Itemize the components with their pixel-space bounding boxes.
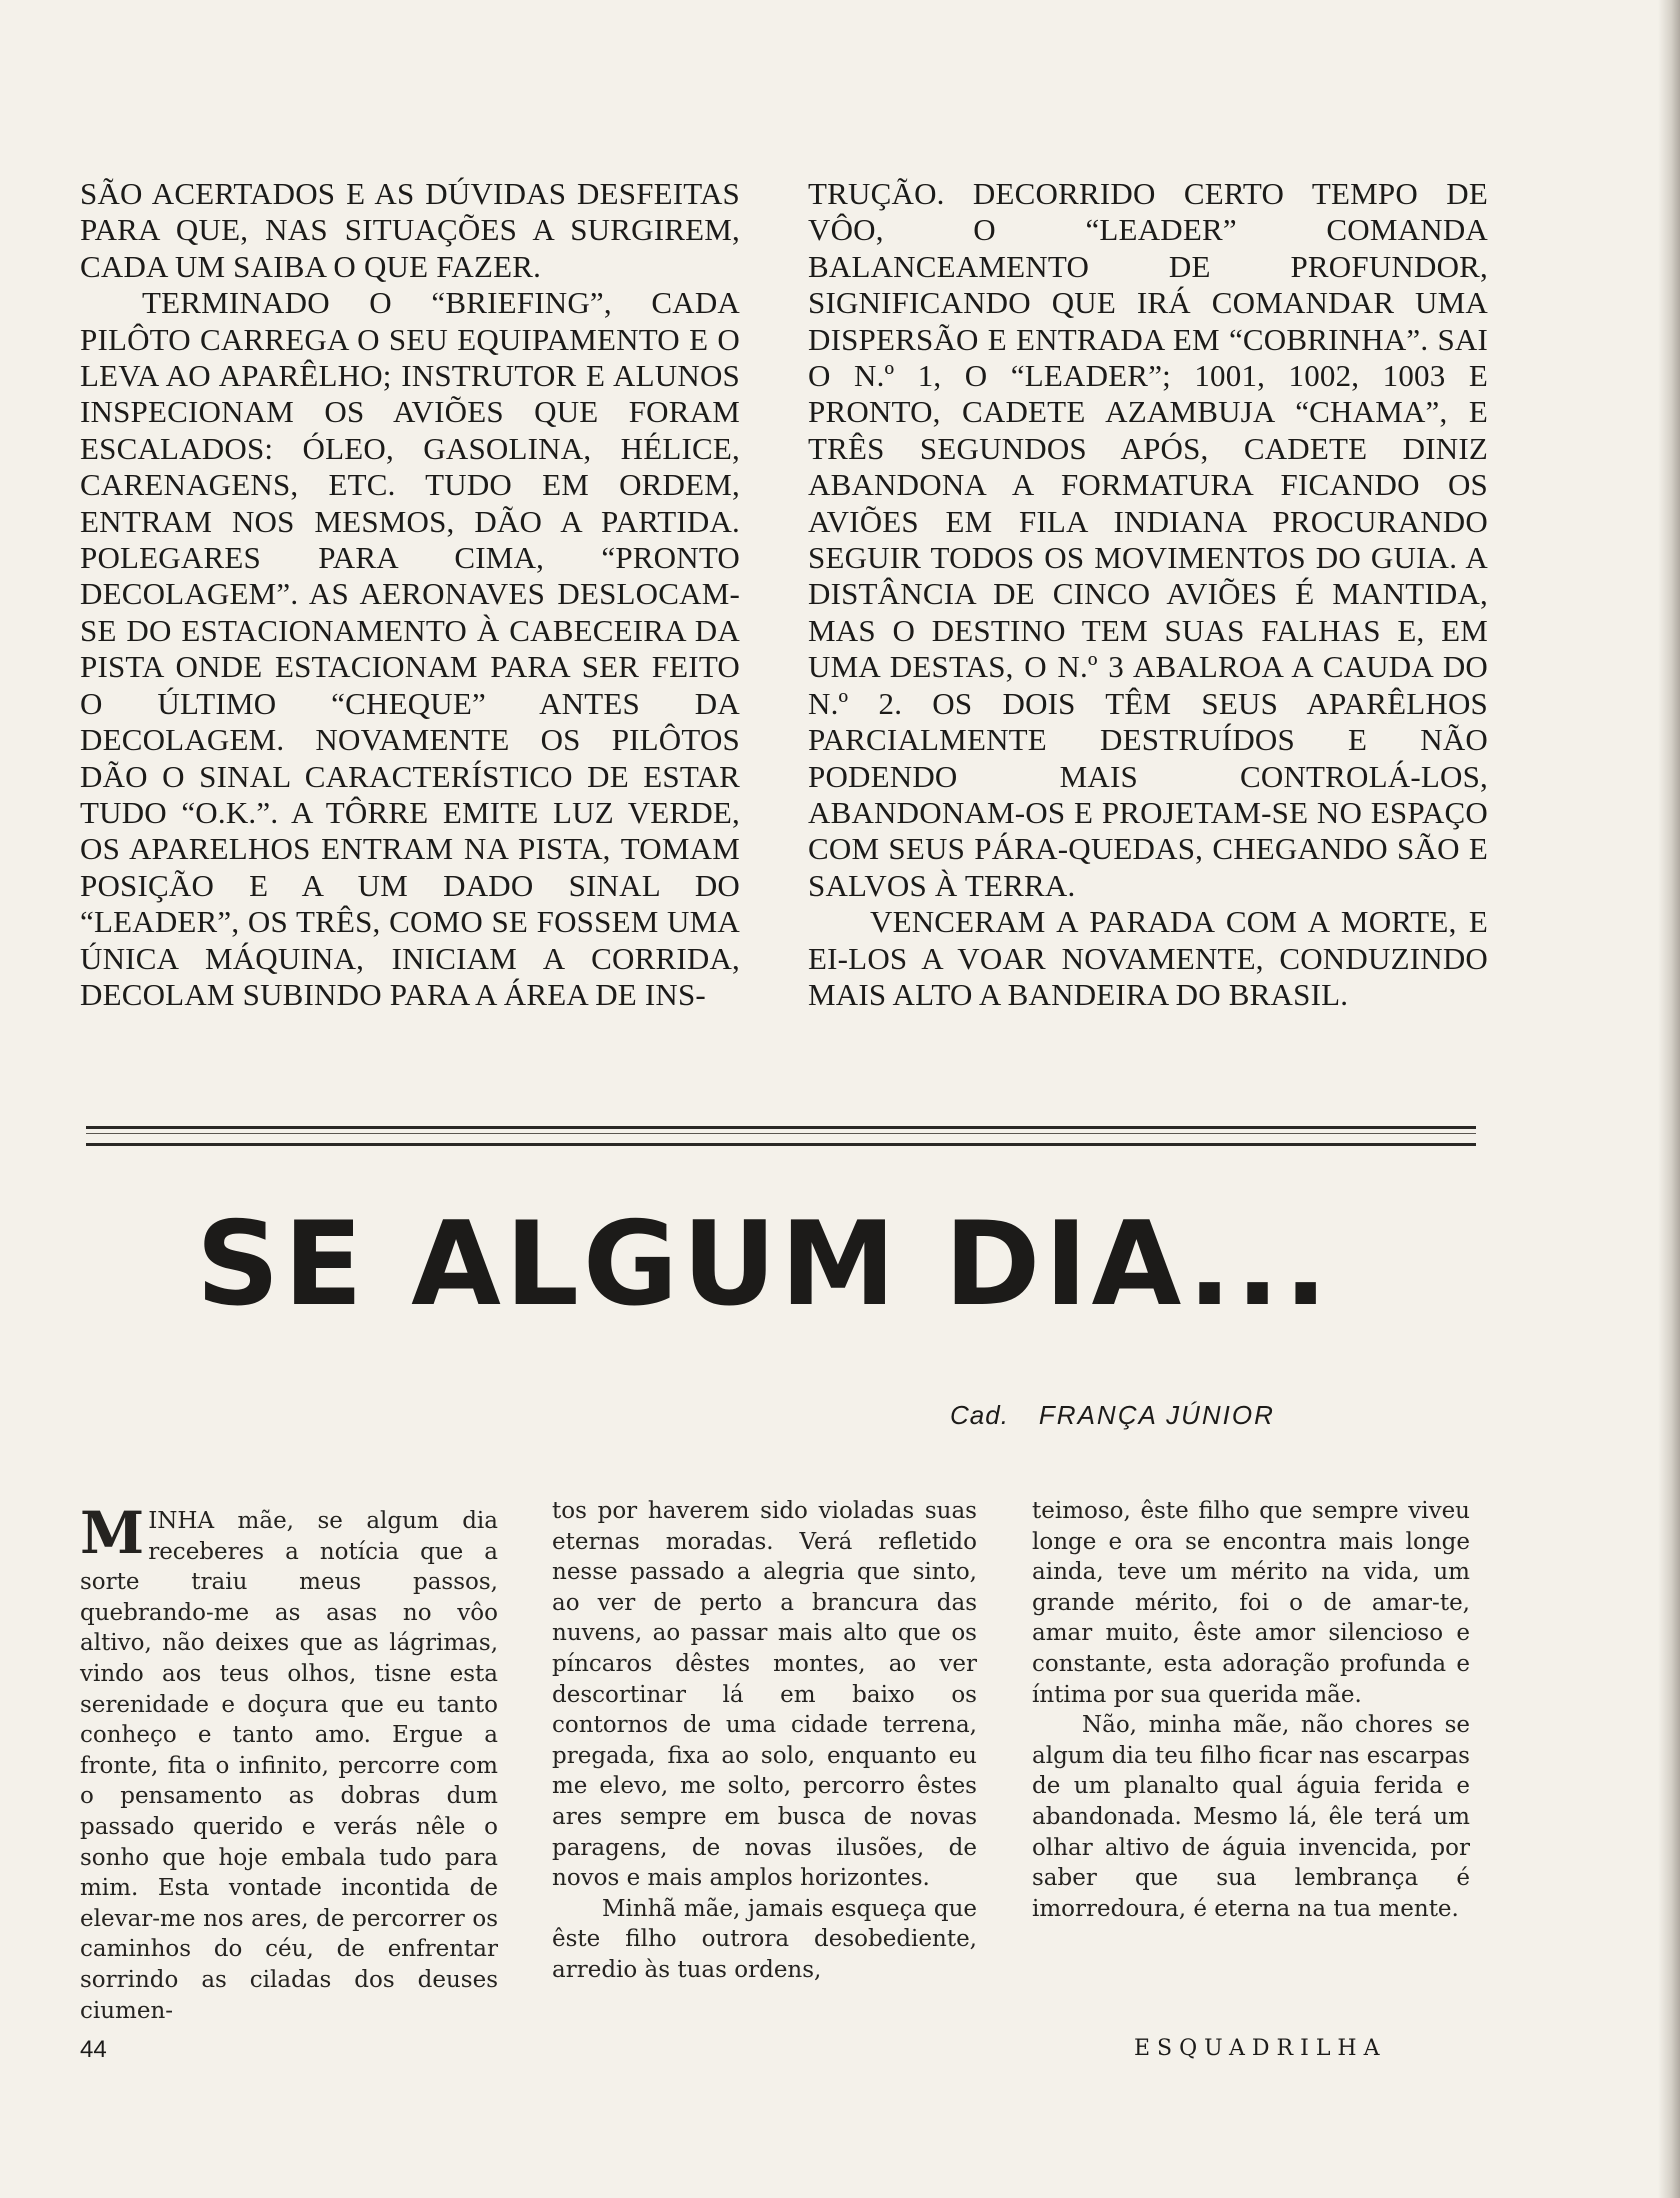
top-right-paragraph-2: VENCERAM A PARADA COM A MORTE, E EI-LOS A VOAR NOVAMENTE, CONDUZINDO MAIS ALTO A BANDEIRA DO BRASIL. [808, 904, 1488, 1012]
top-article-left-column [80, 176, 740, 1013]
section-divider-rule [86, 1126, 1476, 1146]
byline-author: FRANÇA JÚNIOR [1038, 1400, 1275, 1430]
article-headline: SE ALGUM DIA... [196, 1197, 1332, 1332]
drop-cap: M [80, 1499, 145, 1567]
article-byline [950, 1400, 1275, 1431]
article-column-3 [1032, 1496, 1470, 1924]
article-col3-paragraph-1: teimoso, êste filho que sempre viveu longe e ora se encontra mais longe ainda, teve um mérito na vida, um grande mérito, foi o de amar-te, amar muito, êste amor silencioso e constante, esta adoração profunda e íntima por sua querida mãe. [1032, 1498, 1470, 1708]
top-left-paragraph-2: TERMINADO O “BRIEFING”, CADA PILÔTO CARREGA O SEU EQUIPAMENTO E O LEVA AO APARÊLHO; INSTRUTOR E ALUNOS INSPECIONAM OS AVIÕES QUE FORAM ESCALADOS: ÓLEO, GASOLINA, HÉLICE, CARENAGENS, ETC. TUDO EM ORDEM, ENTRAM NOS MESMOS, DÃO A PARTIDA. POLEGARES PARA CIMA, “PRONTO DECOLAGEM”. AS AERONAVES DESLOCAM-SE DO ESTACIONAMENTO À CABECEIRA DA PISTA ONDE ESTACIONAM PARA SER FEITO O ÚLTIMO “CHEQUE” ANTES DA DECOLAGEM. NOVAMENTE OS PILÔTOS DÃO O SINAL CARACTERÍSTICO DE ESTAR TUDO “O.K.”. A TÔRRE EMITE LUZ VERDE, OS APARELHOS ENTRAM NA PISTA, TOMAM POSIÇÃO E A UM DADO SINAL DO “LEADER”, OS TRÊS, COMO SE FOSSEM UMA ÚNICA MÁQUINA, INICIAM A CORRIDA, DECOLAM SUBINDO PARA A ÁREA DE INS- [80, 285, 740, 1012]
article-column-1 [80, 1499, 498, 2026]
magazine-name: ESQUADRILHA [1134, 2036, 1387, 2061]
top-article-right-column [808, 176, 1488, 1013]
article-col1-text: INHA mãe, se algum dia receberes a notícia que a sorte traiu meus passos, quebrando-me as asas no vôo altivo, não deixes que as lágrimas, vindo aos teus olhos, tisne esta serenidade e doçura que eu tanto conheço e tanto amo. Ergue a fronte, fita o infinito, percorre com o pensamento as dobras dum passado querido e verás nêle o sonho que hoje embala tudo para mim. Esta vontade incontida de elevar-me nos ares, de percorrer os caminhos do céu, de enfrentar sorrindo as ciladas dos deuses ciumen- [80, 1508, 498, 2024]
article-col3-paragraph-2: Não, minha mãe, não chores se algum dia teu filho ficar nas escarpas de um planalto qual águia ferida e abandonada. Mesmo lá, êle terá um olhar altivo de águia invencida, por saber que sua lembrança é imorredoura, é eterna na tua mente. [1032, 1712, 1470, 1922]
article-col1-paragraph [80, 1499, 498, 2026]
page-number: 44 [80, 2036, 107, 2063]
article-column-2 [552, 1496, 977, 1986]
top-right-paragraph-1: TRUÇÃO. DECORRIDO CERTO TEMPO DE VÔO, O “LEADER” COMANDA BALANCEAMENTO DE PROFUNDOR, SIGNIFICANDO QUE IRÁ COMANDAR UMA DISPERSÃO E ENTRADA EM “COBRINHA”. SAI O N.º 1, O “LEADER”; 1001, 1002, 1003 E PRONTO, CADETE AZAMBUJA “CHAMA”, E TRÊS SEGUNDOS APÓS, CADETE DINIZ ABANDONA A FORMATURA FICANDO OS AVIÕES EM FILA INDIANA PROCURANDO SEGUIR TODOS OS MOVIMENTOS DO GUIA. A DISTÂNCIA DE CINCO AVIÕES É MANTIDA, MAS O DESTINO TEM SUAS FALHAS E, EM UMA DESTAS, O N.º 3 ABALROA A CAUDA DO N.º 2. OS DOIS TÊM SEUS APARÊLHOS PARCIALMENTE DESTRUÍDOS E NÃO PODENDO MAIS CONTROLÁ-LOS, ABANDONAM-OS E PROJETAM-SE NO ESPAÇO COM SEUS PÁRA-QUEDAS, CHEGANDO SÃO E SALVOS À TERRA. [808, 176, 1488, 903]
article-col2-paragraph-2: Minhã mãe, jamais esqueça que êste filho outrora desobediente, arredio às tuas ordens, [552, 1895, 977, 1983]
page-edge-shadow [1658, 0, 1680, 2198]
top-left-paragraph-1: SÃO ACERTADOS E AS DÚVIDAS DESFEITAS PARA QUE, NAS SITUAÇÕES A SURGIREM, CADA UM SAIBA O QUE FAZER. [80, 176, 740, 284]
article-col2-paragraph-1: tos por haverem sido violadas suas eternas moradas. Verá refletido nesse passado a alegria que sinto, ao ver de perto a brancura das nuvens, ao passar mais alto que os píncaros dêstes montes, ao ver descortinar lá em baixo os contornos de uma cidade terrena, pregada, fixa ao solo, enquanto eu me elevo, me solto, percorro êstes ares sempre em busca de novas paragens, de novas ilusões, de novos e mais amplos horizontes. [552, 1498, 977, 1892]
byline-prefix: Cad. [950, 1400, 1009, 1430]
